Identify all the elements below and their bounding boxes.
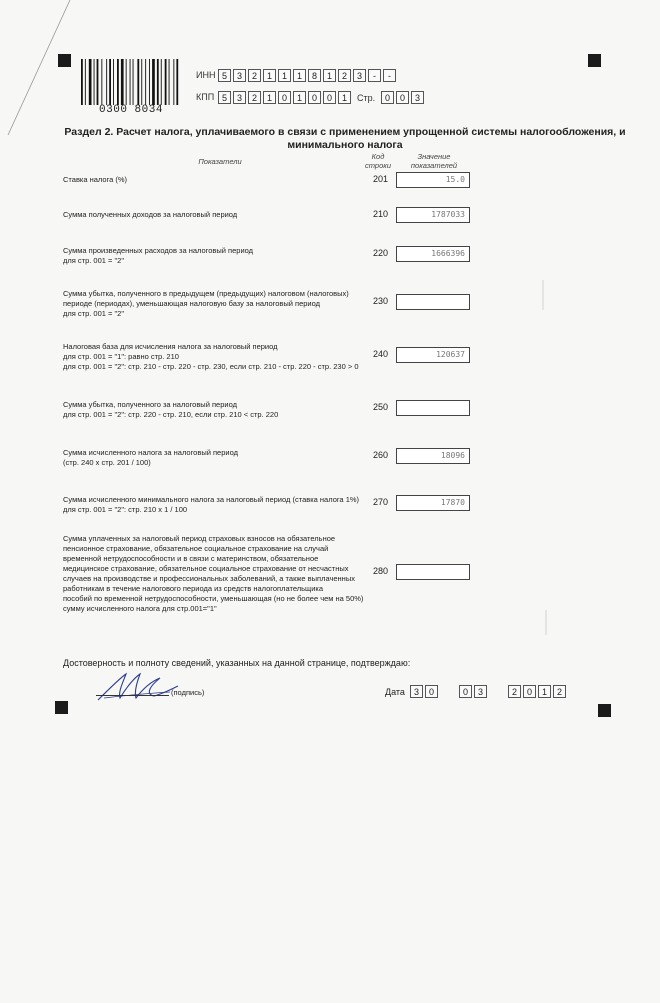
barcode-bar [121, 59, 124, 105]
barcode-bar [130, 59, 131, 105]
registration-marker-top-left [58, 54, 71, 67]
column-header-code: Код строки [365, 152, 391, 170]
inn-cell: - [368, 69, 381, 82]
barcode-bar [113, 59, 114, 105]
row-270-label: Сумма исчисленного минимального налога за налоговый период (ставка налога 1%) для стр. 001 = "2": стр. 210 x 1 / 100 [63, 495, 360, 514]
inn-cell: 3 [233, 69, 246, 82]
barcode-bar [145, 59, 146, 105]
date-day-cells [410, 685, 440, 698]
inn-cell: 3 [353, 69, 366, 82]
row-270-value-field[interactable]: 17870 [396, 495, 470, 511]
barcode-bar [81, 59, 83, 105]
row-201-value-field[interactable]: 15.0 [396, 172, 470, 188]
barcode-bar [169, 59, 170, 105]
kpp-cell: 1 [263, 91, 276, 104]
barcode-bar [109, 59, 111, 105]
row-220-value-field[interactable]: 1666396 [396, 246, 470, 262]
section-title: Раздел 2. Расчет налога, уплачиваемого в связи с применением упрощенной системы налогообложения, и минимального налога [64, 126, 626, 151]
date-month-cells [459, 685, 489, 698]
kpp-cells [218, 91, 353, 104]
row-201-code: 201 [373, 174, 389, 184]
date-month-cell: 3 [474, 685, 487, 698]
inn-cell: 8 [308, 69, 321, 82]
inn-cell: 2 [338, 69, 351, 82]
inn-cell: 1 [323, 69, 336, 82]
row-240-label: Налоговая база для исчисления налога за налоговый период для стр. 001 = "1": равно стр. 210 для стр. 001 = "2": стр. 210 - стр. 220 - стр. 230, если стр. 210 - стр. 220 - стр. 230 > 0 [63, 342, 359, 371]
barcode [81, 58, 181, 108]
barcode-bar [157, 59, 159, 105]
row-250-value-field[interactable] [396, 400, 470, 416]
date-year-cell: 1 [538, 685, 551, 698]
date-day-cell: 3 [410, 685, 423, 698]
kpp-cell: 0 [308, 91, 321, 104]
barcode-bar [89, 59, 92, 105]
inn-cell: 1 [293, 69, 306, 82]
row-220-label: Сумма произведенных расходов за налоговый период для стр. 001 = "2" [63, 246, 254, 265]
inn-cell: 1 [263, 69, 276, 82]
inn-label: ИНН [196, 70, 216, 80]
page-cell: 0 [381, 91, 394, 104]
date-year-cells [508, 685, 568, 698]
column-header-value: Значение показателей [410, 152, 458, 170]
row-220-code: 220 [373, 248, 389, 258]
date-year-cell: 0 [523, 685, 536, 698]
barcode-bar [97, 59, 99, 105]
date-day-cell: 0 [425, 685, 438, 698]
barcode-bar [165, 59, 167, 105]
row-280-code: 280 [373, 566, 389, 576]
row-230-code: 230 [373, 296, 389, 306]
barcode-bar [161, 59, 162, 105]
kpp-cell: 1 [293, 91, 306, 104]
column-header-indicators: Показатели [198, 157, 242, 166]
scan-edge-line [0, 0, 80, 140]
inn-cell: 5 [218, 69, 231, 82]
scan-edge-line-right [540, 280, 550, 640]
row-210-label: Сумма полученных доходов за налоговый период [63, 210, 238, 219]
date-month-cell: 0 [459, 685, 472, 698]
row-201-label: Ставка налога (%) [63, 175, 128, 184]
barcode-bar [94, 59, 95, 105]
kpp-cell: 1 [338, 91, 351, 104]
barcode-bar [126, 59, 127, 105]
barcode-number: 0300 8034 [99, 104, 163, 116]
date-label: Дата [385, 687, 405, 697]
page-label: Стр. [357, 93, 376, 103]
barcode-bar [176, 59, 178, 105]
barcode-bar [149, 59, 150, 105]
date-year-cell: 2 [508, 685, 521, 698]
barcode-bar [85, 59, 86, 105]
page-cells [381, 91, 426, 104]
barcode-bar [173, 59, 174, 105]
date-year-cell: 2 [553, 685, 566, 698]
row-280-value-field[interactable] [396, 564, 470, 580]
row-260-value-field[interactable]: 18096 [396, 448, 470, 464]
row-250-code: 250 [373, 402, 389, 412]
registration-marker-top-right [588, 54, 601, 67]
signature-line [96, 695, 169, 696]
inn-cell: - [383, 69, 396, 82]
kpp-cell: 0 [323, 91, 336, 104]
kpp-cell: 0 [278, 91, 291, 104]
barcode-bar [152, 59, 155, 105]
kpp-cell: 5 [218, 91, 231, 104]
registration-marker-bottom-left [55, 701, 68, 714]
kpp-cell: 2 [248, 91, 261, 104]
page-cell: 0 [396, 91, 409, 104]
barcode-bar [137, 59, 139, 105]
row-260-code: 260 [373, 450, 389, 460]
barcode-bar [117, 59, 119, 105]
row-230-label: Сумма убытка, полученного в предыдущем (предыдущих) налоговом (налоговых) периоде (периодах), уменьшающая налоговую базу за налоговый период для стр. 001 = "2" [63, 289, 349, 318]
signature-label: (подпись) [171, 688, 205, 697]
barcode-bar [133, 59, 134, 105]
row-250-label: Сумма убытка, полученного за налоговый период для стр. 001 = "2": стр. 220 - стр. 210, если стр. 210 < стр. 220 [63, 400, 279, 419]
row-280-label: Сумма уплаченных за налоговый период страховых взносов на обязательное пенсионное страхование, обязательное социальное страхование на случай временной нетрудоспособности и в связи с материнством, обязательное медицинское страхование, обязательное социальное страхование от несчастных случаев на производстве и профессиональных заболеваний, а также выплаченных работникам в течение налогового периода из средств налогоплательщика пособий по временной нетрудоспособности, уменьшающая (но не более чем на 50%) сумму исчисленного налога для стр.001="1" [63, 534, 364, 613]
barcode-bar [106, 59, 107, 105]
row-240-value-field[interactable]: 120637 [396, 347, 470, 363]
page-cell: 3 [411, 91, 424, 104]
barcode-bar [141, 59, 142, 105]
row-230-value-field[interactable] [396, 294, 470, 310]
inn-cell: 1 [278, 69, 291, 82]
row-270-code: 270 [373, 497, 389, 507]
handwritten-signature [90, 668, 180, 708]
row-260-label: Сумма исчисленного налога за налоговый период (стр. 240 x стр. 201 / 100) [63, 448, 238, 467]
kpp-label: КПП [196, 92, 215, 102]
row-210-code: 210 [373, 209, 389, 219]
row-210-value-field[interactable]: 1787033 [396, 207, 470, 223]
inn-cell: 2 [248, 69, 261, 82]
confirmation-text: Достоверность и полноту сведений, указанных на данной странице, подтверждаю: [63, 658, 411, 668]
barcode-bar [101, 59, 102, 105]
kpp-cell: 3 [233, 91, 246, 104]
inn-cells [218, 69, 398, 82]
row-240-code: 240 [373, 349, 389, 359]
registration-marker-bottom-right [598, 704, 611, 717]
